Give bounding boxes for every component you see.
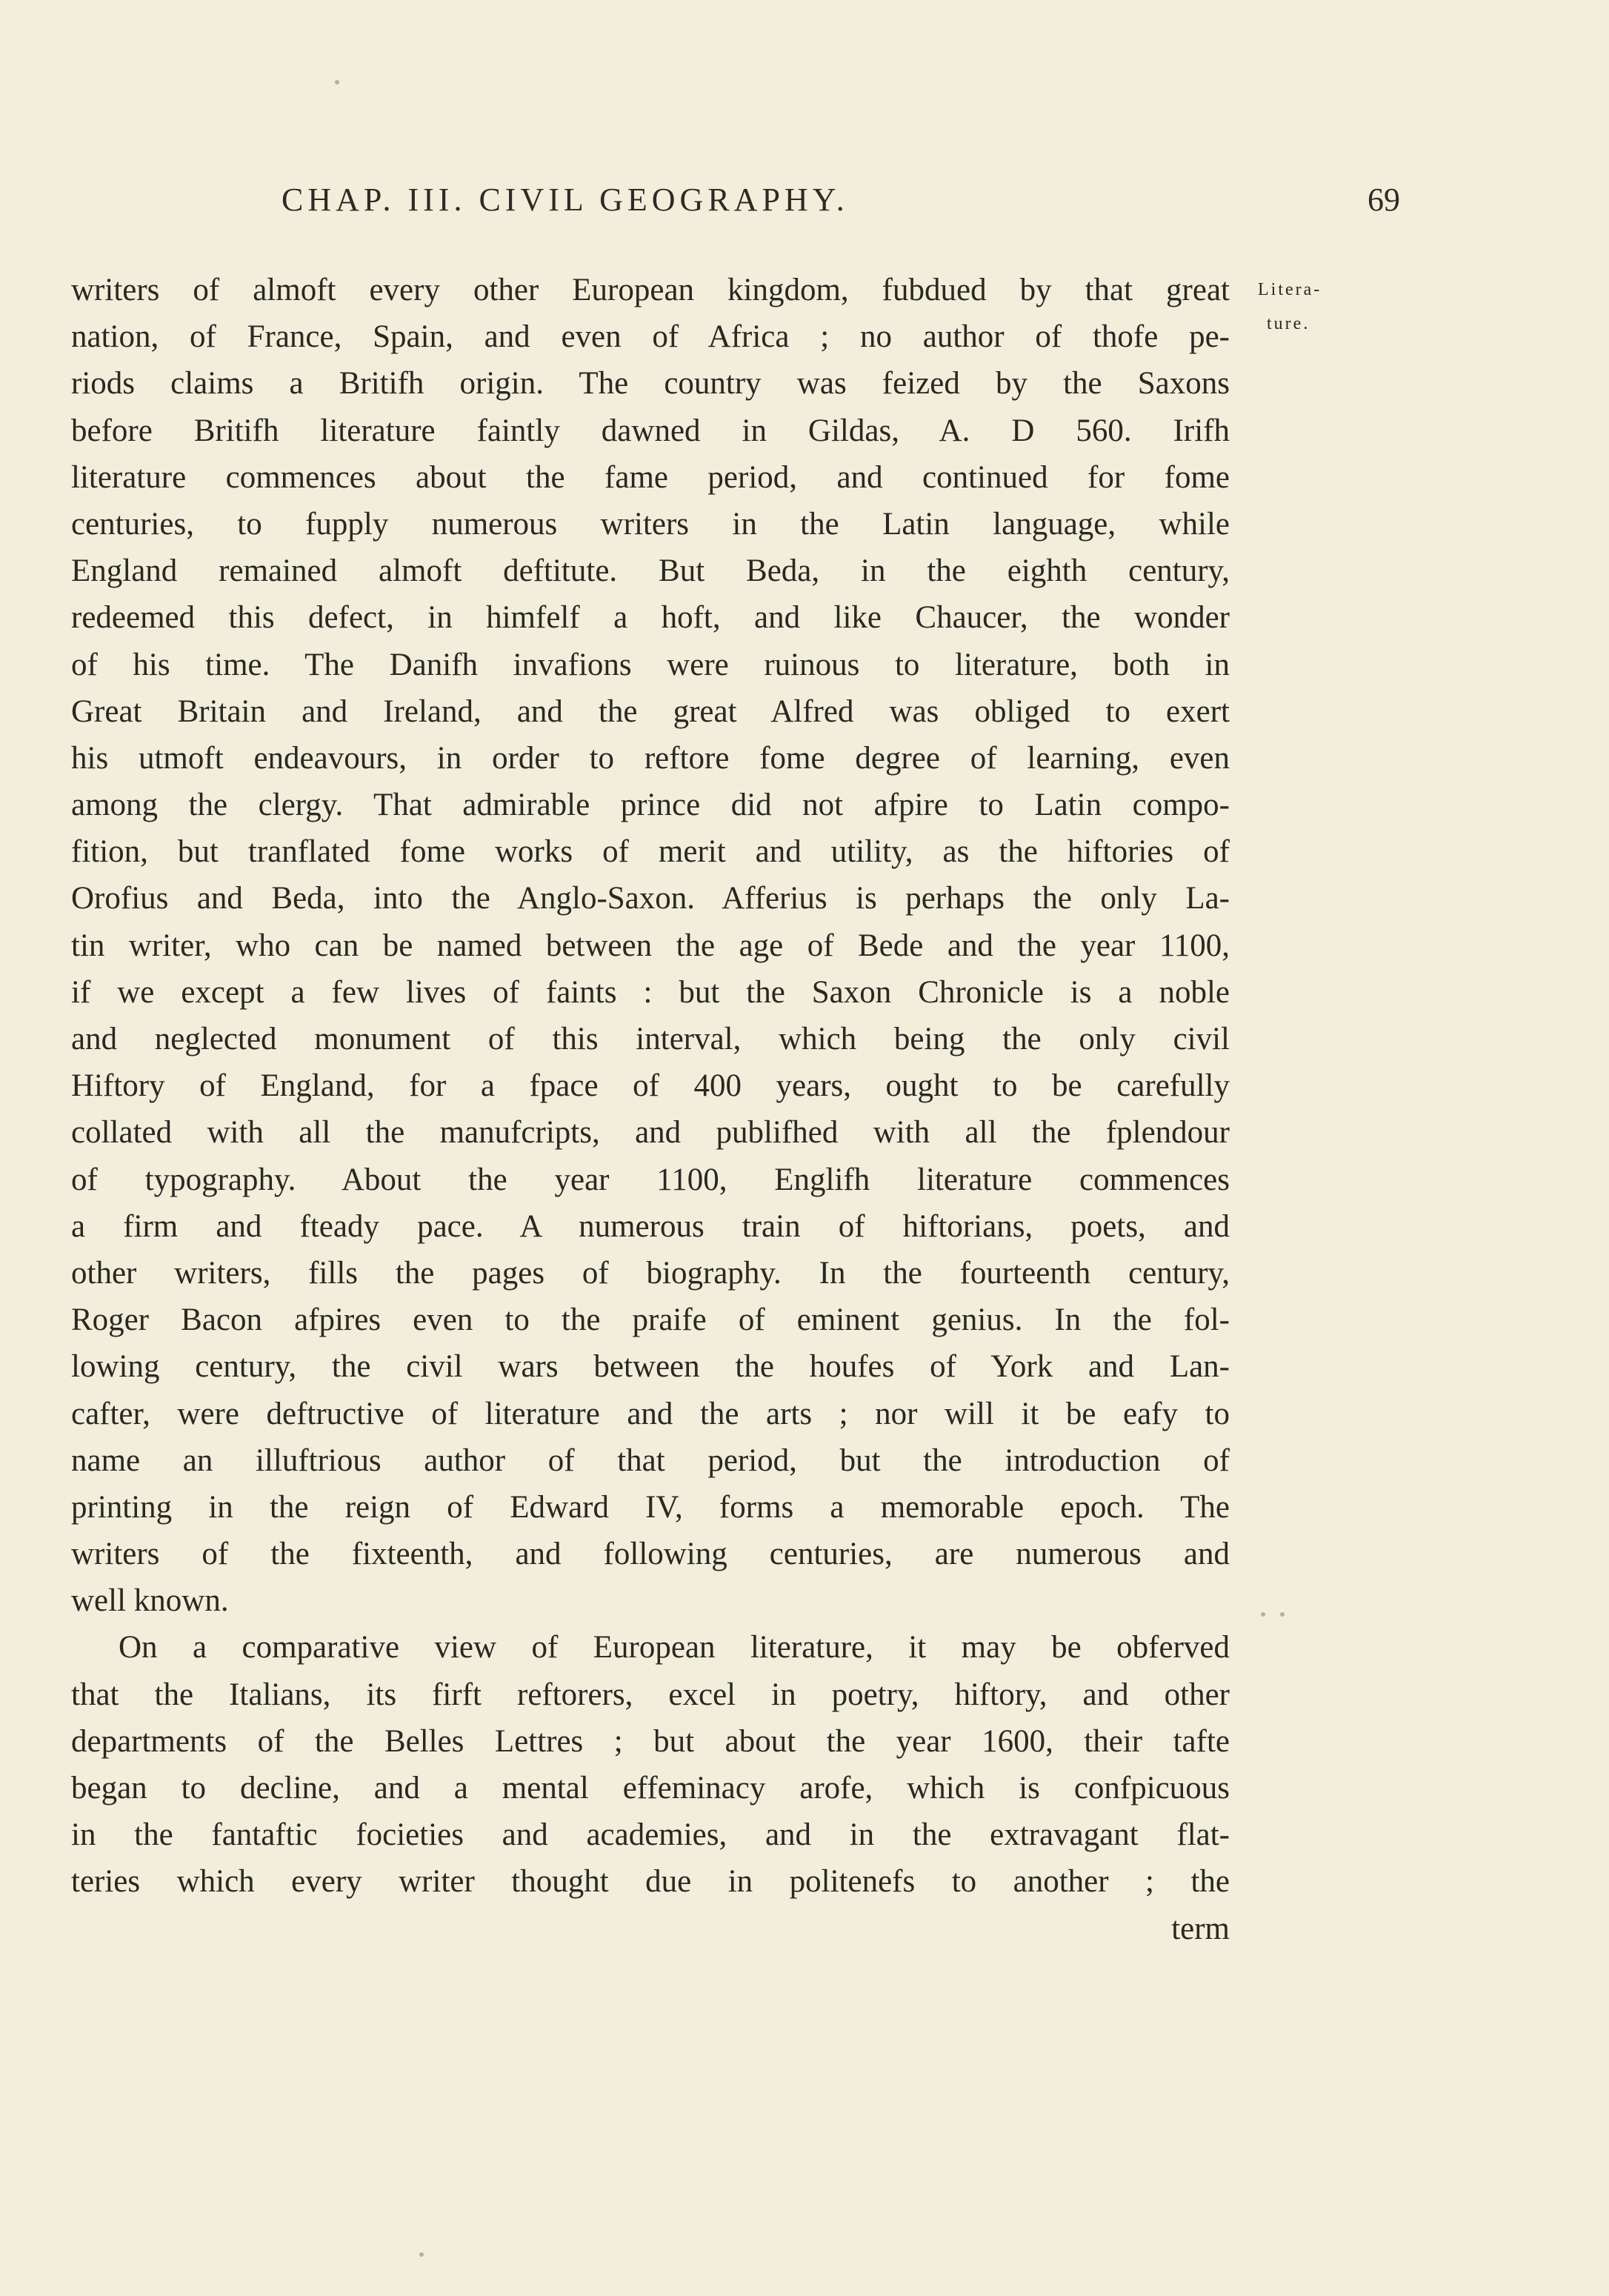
paper-speck bbox=[1280, 1612, 1285, 1617]
text-line: fition, but tranflated fome works of merit and utility, as the hiftories of bbox=[71, 834, 1230, 870]
text-line: departments of the Belles Lettres ; but about the year 1600, their tafte bbox=[71, 1723, 1230, 1759]
text-line: collated with all the manufcripts, and publifhed with all the fplendour bbox=[71, 1115, 1230, 1151]
text-line: literature commences about the fame period, and continued for fome bbox=[71, 459, 1230, 495]
text-line: tin writer, who can be named between the age of Bede and the year 1100, bbox=[71, 928, 1230, 963]
text-line: Hiftory of England, for a fpace of 400 years, ought to be carefully bbox=[71, 1068, 1230, 1104]
text-line: among the clergy. That admirable prince did not afpire to Latin compo- bbox=[71, 788, 1230, 823]
text-line: Great Britain and Ireland, and the great Alfred was obliged to exert bbox=[71, 693, 1230, 729]
text-line: in the fantaftic focieties and academies, and in the extravagant flat- bbox=[71, 1817, 1230, 1853]
text-line: and neglected monument of this interval, which being the only civil bbox=[71, 1022, 1230, 1057]
text-line: printing in the reign of Edward IV, forms a memorable epoch. The bbox=[71, 1489, 1230, 1525]
text-line: if we except a few lives of faints : but the Saxon Chronicle is a noble bbox=[71, 974, 1230, 1010]
text-line: Roger Bacon afpires even to the praife of eminent genius. In the fol- bbox=[71, 1302, 1230, 1338]
running-head: CHAP. III. CIVIL GEOGRAPHY. bbox=[282, 182, 849, 218]
text-line: teries which every writer thought due in politenefs to another ; the bbox=[71, 1864, 1230, 1900]
page-header bbox=[282, 181, 1400, 233]
text-line: centuries, to fupply numerous writers in the Latin language, while bbox=[71, 506, 1230, 542]
text-line: a firm and fteady pace. A numerous train of hiftorians, poets, and bbox=[71, 1208, 1230, 1244]
paper-speck bbox=[1261, 1612, 1265, 1617]
margin-note-line-1: Litera- bbox=[1258, 280, 1322, 299]
text-line: that the Italians, its firft reftorers, excel in poetry, hiftory, and other bbox=[71, 1677, 1230, 1712]
text-line: nation, of France, Spain, and even of Africa ; no author of thofe pe- bbox=[71, 319, 1230, 355]
text-line: other writers, fills the pages of biography. In the fourteenth century, bbox=[71, 1255, 1230, 1291]
text-line: riods claims a Britifh origin. The country was feized by the Saxons bbox=[71, 366, 1230, 402]
text-line: well known. bbox=[71, 1583, 229, 1619]
text-line: before Britifh literature faintly dawned in Gildas, A. D 560. Irifh bbox=[71, 413, 1230, 448]
text-line: began to decline, and a mental effeminacy arofe, which is confpicuous bbox=[71, 1771, 1230, 1806]
page-number: 69 bbox=[1368, 182, 1400, 218]
text-line: lowing century, the civil wars between the houfes of York and Lan- bbox=[71, 1349, 1230, 1385]
text-line: cafter, were deftructive of literature and the arts ; nor will it be eafy to bbox=[71, 1396, 1230, 1431]
text-line: writers of the fixteenth, and following centuries, are numerous and bbox=[71, 1537, 1230, 1572]
catchword: term bbox=[1171, 1911, 1230, 1946]
text-line: redeemed this defect, in himfelf a hoft, and like Chaucer, the wonder bbox=[71, 600, 1230, 636]
text-line: of his time. The Danifh invafions were ruinous to literature, both in bbox=[71, 647, 1230, 682]
text-line: Orofius and Beda, into the Anglo-Saxon. Afferius is perhaps the only La- bbox=[71, 881, 1230, 916]
text-line: of typography. About the year 1100, Englifh literature commences bbox=[71, 1162, 1230, 1197]
text-line: On a comparative view of European literature, it may be obferved bbox=[119, 1630, 1230, 1666]
margin-note-line-2: ture. bbox=[1267, 314, 1310, 333]
text-line: his utmoft endeavours, in order to reftore fome degree of learning, even bbox=[71, 740, 1230, 776]
body-text bbox=[71, 267, 1230, 1952]
text-line: England remained almoft deftitute. But Beda, in the eighth century, bbox=[71, 553, 1230, 589]
text-line: writers of almoft every other European kingdom, fubdued by that great bbox=[71, 273, 1230, 307]
margin-note-literature bbox=[1258, 273, 1376, 341]
paper-speck bbox=[335, 80, 339, 84]
text-line: name an illuftrious author of that period, but the introduction of bbox=[71, 1443, 1230, 1478]
paper-speck bbox=[419, 2252, 424, 2257]
